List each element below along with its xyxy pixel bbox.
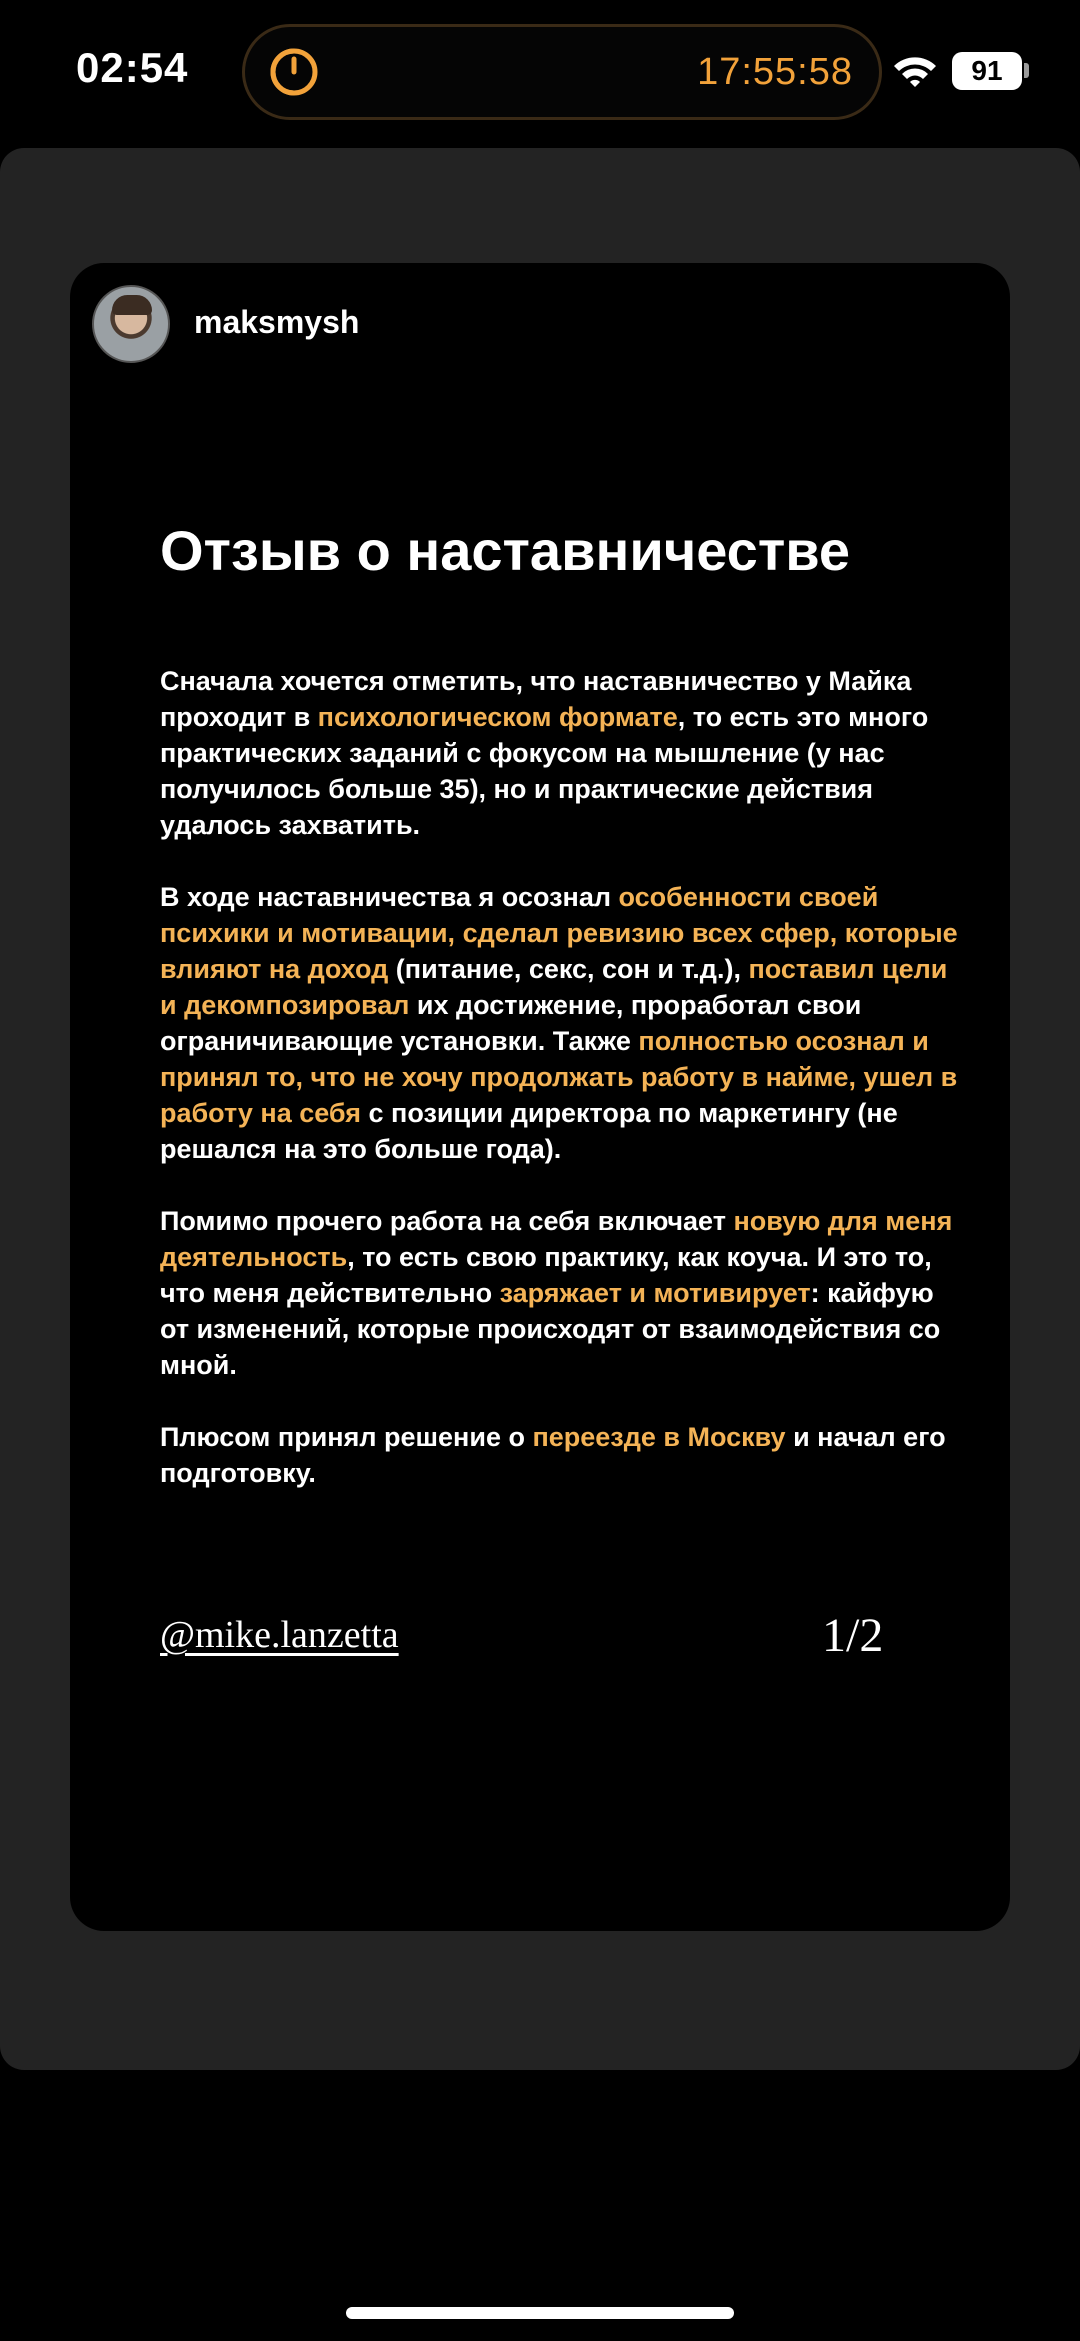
body-text-segment: и начал его подготовку. xyxy=(160,1422,946,1488)
body-text-segment: В ходе наставничества я осознал xyxy=(160,882,619,912)
timer-icon xyxy=(269,47,319,97)
post-title: Отзыв о наставничестве xyxy=(160,519,851,582)
page-number: 1/2 xyxy=(822,1609,884,1662)
username[interactable]: maksmysh xyxy=(194,304,360,340)
battery-icon: 91 xyxy=(952,52,1022,90)
body-text-segment: с позиции директора по маркетингу (не решался на это больше года). xyxy=(160,1098,898,1164)
body-text-segment: (питание, секс, сон и т.д.), xyxy=(388,954,749,984)
story-body xyxy=(160,663,960,1527)
dynamic-island-timer[interactable] xyxy=(242,24,882,120)
avatar[interactable] xyxy=(92,285,170,363)
highlighted-text: особенности своей психики и мотивации, сделал ревизию всех сфер, которые влияют на доход xyxy=(160,882,958,984)
body-text-segment: , то есть свою практику, как коуча. И это то, что меня действительно xyxy=(160,1242,932,1308)
status-time: 02:54 xyxy=(76,44,189,91)
highlighted-text: переезде в Москву xyxy=(532,1422,786,1452)
status-bar xyxy=(0,0,1080,145)
highlighted-text: заряжает и мотивирует xyxy=(499,1278,811,1308)
body-text-segment: Сначала хочется отметить, что наставничество у Майка проходит в xyxy=(160,666,912,732)
battery-tip xyxy=(1024,63,1029,78)
story-paragraph xyxy=(160,1419,960,1491)
story-paragraph xyxy=(160,1203,960,1383)
timer-time: 17:55:58 xyxy=(697,51,853,93)
body-text-segment: их достижение, проработал свои ограничивающие установки. Также xyxy=(160,990,862,1056)
highlighted-text: новую для меня деятельность xyxy=(160,1206,953,1272)
story-card[interactable] xyxy=(70,263,1010,1931)
body-text-segment: : кайфую от изменений, которые происходят от взаимодействия со мной. xyxy=(160,1278,941,1380)
wifi-icon xyxy=(892,54,938,88)
mention-link[interactable]: @mike.lanzetta xyxy=(160,1614,399,1656)
body-text-segment: Помимо прочего работа на себя включает xyxy=(160,1206,734,1236)
story-paragraph xyxy=(160,663,960,843)
highlighted-text: психологическом формате xyxy=(317,702,678,732)
body-text-segment: Плюсом принял решение о xyxy=(160,1422,533,1452)
avatar-hair xyxy=(112,295,152,315)
story-paragraph xyxy=(160,879,960,1167)
body-text-segment: , то есть это много практических заданий с фокусом на мышление (у нас получилось больше 35), но и практические действия удалось захватить. xyxy=(160,702,929,840)
home-indicator[interactable] xyxy=(346,2307,734,2319)
highlighted-text: полностью осознал и принял то, что не хочу продолжать работу в найме, ушел в работу на себя xyxy=(160,1026,958,1128)
highlighted-text: поставил цели и декомпозировал xyxy=(160,954,948,1020)
